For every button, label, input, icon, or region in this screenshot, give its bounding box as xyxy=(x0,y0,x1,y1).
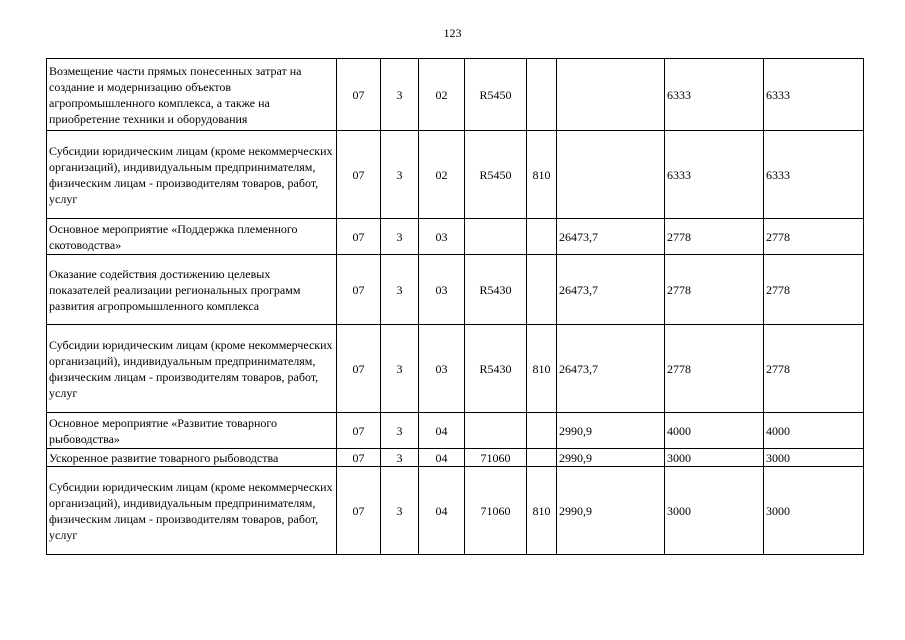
cell-value-3: 3000 xyxy=(764,449,864,467)
table-row xyxy=(47,59,864,131)
cell-code-5 xyxy=(527,449,557,467)
cell-code-2: 3 xyxy=(381,255,419,325)
cell-code-1: 07 xyxy=(337,59,381,131)
cell-code-4: R5450 xyxy=(465,131,527,219)
cell-value-1: 2990,9 xyxy=(557,413,665,449)
table-row xyxy=(47,219,864,255)
table-row xyxy=(47,131,864,219)
cell-value-3: 4000 xyxy=(764,413,864,449)
cell-code-1: 07 xyxy=(337,255,381,325)
cell-code-2: 3 xyxy=(381,59,419,131)
cell-code-1: 07 xyxy=(337,219,381,255)
cell-code-1: 07 xyxy=(337,449,381,467)
cell-code-2: 3 xyxy=(381,413,419,449)
table-row xyxy=(47,325,864,413)
budget-table xyxy=(46,58,864,555)
cell-value-2: 3000 xyxy=(665,467,764,555)
cell-value-1: 26473,7 xyxy=(557,255,665,325)
cell-code-2: 3 xyxy=(381,131,419,219)
cell-value-1: 2990,9 xyxy=(557,467,665,555)
page-number: 123 xyxy=(443,26,462,40)
cell-value-3: 6333 xyxy=(764,59,864,131)
cell-code-5 xyxy=(527,255,557,325)
cell-value-3: 3000 xyxy=(764,467,864,555)
cell-value-1: 26473,7 xyxy=(557,219,665,255)
cell-value-3: 2778 xyxy=(764,325,864,413)
table-row xyxy=(47,255,864,325)
cell-code-3: 04 xyxy=(419,467,465,555)
cell-code-5: 810 xyxy=(527,325,557,413)
cell-value-3: 2778 xyxy=(764,255,864,325)
cell-code-5 xyxy=(527,413,557,449)
cell-value-3: 2778 xyxy=(764,219,864,255)
cell-code-3: 03 xyxy=(419,219,465,255)
cell-code-4 xyxy=(465,219,527,255)
row-name: Основное мероприятие «Поддержка племенного скотоводства» xyxy=(47,219,337,255)
cell-code-3: 02 xyxy=(419,131,465,219)
cell-code-3: 03 xyxy=(419,325,465,413)
cell-code-4: R5430 xyxy=(465,255,527,325)
cell-code-3: 02 xyxy=(419,59,465,131)
row-name: Субсидии юридическим лицам (кроме некоммерческих организаций), индивидуальным предпринимателям, физическим лицам - производителям товаров, работ, услуг xyxy=(47,325,337,413)
row-name: Ускоренное развитие товарного рыбоводства xyxy=(47,449,337,467)
row-name: Основное мероприятие «Развитие товарного рыбоводства» xyxy=(47,413,337,449)
cell-value-2: 2778 xyxy=(665,219,764,255)
cell-code-4: R5430 xyxy=(465,325,527,413)
cell-code-3: 04 xyxy=(419,449,465,467)
table-row xyxy=(47,449,864,467)
cell-value-1 xyxy=(557,131,665,219)
cell-code-3: 04 xyxy=(419,413,465,449)
row-name: Субсидии юридическим лицам (кроме некоммерческих организаций), индивидуальным предпринимателям, физическим лицам - производителям товаров, работ, услуг xyxy=(47,131,337,219)
cell-code-1: 07 xyxy=(337,467,381,555)
cell-code-2: 3 xyxy=(381,219,419,255)
cell-code-5: 810 xyxy=(527,467,557,555)
cell-value-3: 6333 xyxy=(764,131,864,219)
row-name: Возмещение части прямых понесенных затрат на создание и модернизацию объектов агропромышленного комплекса, а также на приобретение техники и оборудования xyxy=(47,59,337,131)
cell-code-5 xyxy=(527,59,557,131)
cell-code-4 xyxy=(465,413,527,449)
cell-code-2: 3 xyxy=(381,325,419,413)
table-row xyxy=(47,467,864,555)
cell-value-2: 6333 xyxy=(665,59,764,131)
cell-value-1 xyxy=(557,59,665,131)
cell-value-2: 2778 xyxy=(665,255,764,325)
cell-value-1: 2990,9 xyxy=(557,449,665,467)
cell-code-5: 810 xyxy=(527,131,557,219)
cell-value-2: 6333 xyxy=(665,131,764,219)
cell-value-2: 4000 xyxy=(665,413,764,449)
cell-code-1: 07 xyxy=(337,325,381,413)
cell-value-1: 26473,7 xyxy=(557,325,665,413)
table-row xyxy=(47,413,864,449)
cell-code-4: 71060 xyxy=(465,449,527,467)
row-name: Субсидии юридическим лицам (кроме некоммерческих организаций), индивидуальным предпринимателям, физическим лицам - производителям товаров, работ, услуг xyxy=(47,467,337,555)
cell-code-4: R5450 xyxy=(465,59,527,131)
cell-value-2: 2778 xyxy=(665,325,764,413)
cell-code-1: 07 xyxy=(337,413,381,449)
cell-code-4: 71060 xyxy=(465,467,527,555)
cell-code-3: 03 xyxy=(419,255,465,325)
cell-code-2: 3 xyxy=(381,467,419,555)
cell-value-2: 3000 xyxy=(665,449,764,467)
cell-code-5 xyxy=(527,219,557,255)
cell-code-1: 07 xyxy=(337,131,381,219)
cell-code-2: 3 xyxy=(381,449,419,467)
row-name: Оказание содействия достижению целевых показателей реализации региональных программ развития агропромышленного комплекса xyxy=(47,255,337,325)
